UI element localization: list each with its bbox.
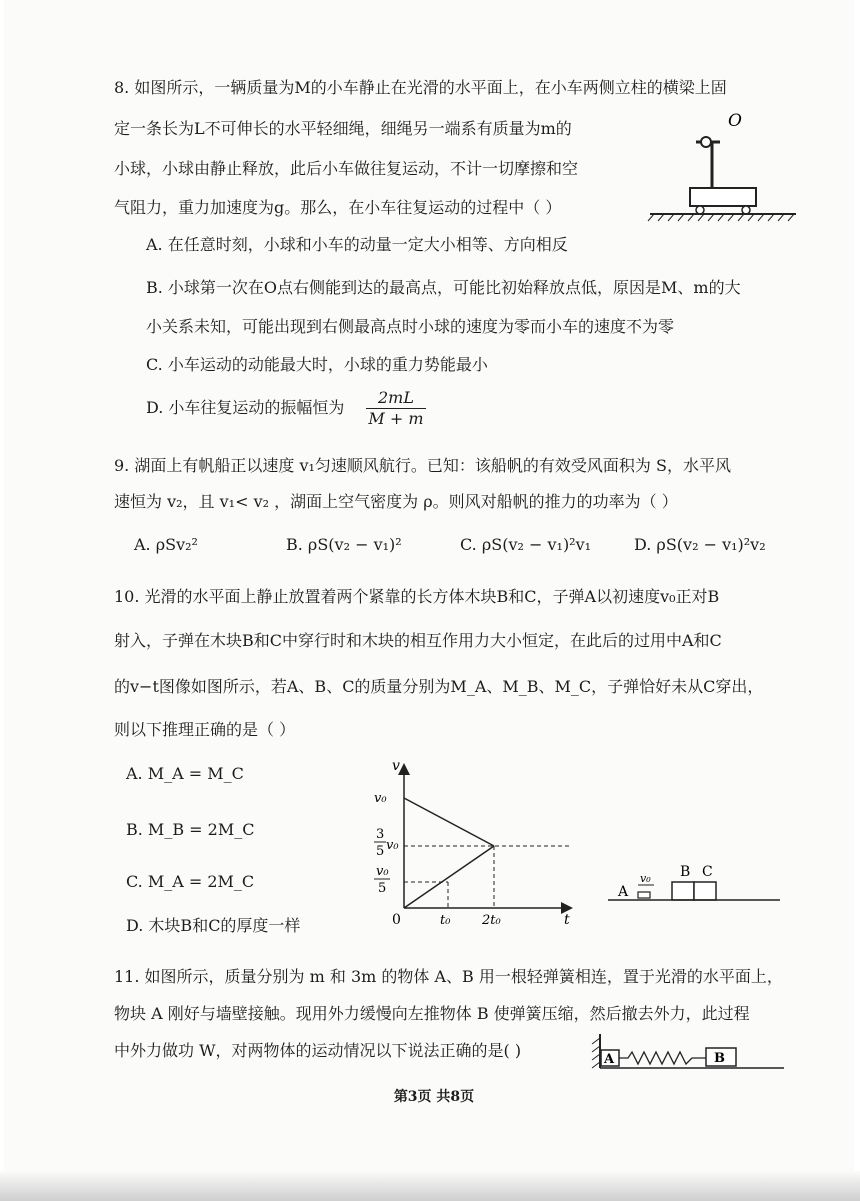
q10-line-4: 则以下推理正确的是（ ）	[114, 720, 296, 739]
q9-line-2: 速恒为 v₂，且 v₁< v₂ ，湖面上空气密度为 ρ。则风对船帆的推力的功率为（ ）	[114, 492, 678, 511]
q10-line-2: 射入，子弹在木块B和C中穿行时和木块的相互作用力大小恒定，在此后的过用中A和C	[114, 631, 722, 650]
graph-label-five-a: 5	[376, 844, 385, 859]
q11-line-3: 中外力做功 W，对两物体的运动情况以下说法正确的是( )	[114, 1041, 522, 1060]
graph-label-three-fifths-v0: v₀	[386, 838, 399, 853]
graph-label-2t0: 2t₀	[482, 913, 501, 928]
bullet-v0-label: v₀	[640, 872, 651, 885]
q8-fraction-numerator: 2mL	[378, 388, 414, 407]
spring-block-b-label: B	[714, 1051, 725, 1066]
q8-point-o-label: O	[728, 111, 742, 131]
q11-line-1: 11. 如图所示，质量分别为 m 和 3m 的物体 A、B 用一根轻弹簧相连，置于光滑的水平面上，	[114, 967, 783, 986]
q11-spring-figure	[588, 1030, 788, 1074]
q8-option-d: D. 小车往复运动的振幅恒为	[146, 398, 345, 417]
q10-vt-graph	[364, 758, 584, 930]
q8-line-2: 定一条长为L不可伸长的水平轻细绳，细绳另一端系有质量为m的	[114, 119, 572, 138]
q8-option-b-line-2: 小关系未知，可能出现到右侧最高点时小球的速度为零而小车的速度不为零	[146, 317, 675, 336]
q8-line-3: 小球，小球由静止释放，此后小车做往复运动，不计一切摩擦和空	[114, 159, 579, 178]
q8-option-c: C. 小车运动的动能最大时，小球的重力势能最小	[146, 355, 488, 374]
q8-option-a: A. 在任意时刻，小球和小车的动量一定大小相等、方向相反	[146, 235, 568, 254]
q10-line-1: 10. 光滑的水平面上静止放置着两个紧靠的长方体木块B和C，子弹A以初速度v₀正对B	[114, 587, 720, 606]
q10-option-b: B. M_B = 2M_C	[126, 820, 255, 839]
q11-line-2: 物块 A 刚好与墙壁接触。现用外力缓慢向左推物体 B 使弹簧压缩，然后撤去外力，此过程	[114, 1004, 750, 1023]
q10-option-c: C. M_A = 2M_C	[126, 872, 255, 891]
q8-amplitude-fraction	[366, 388, 426, 429]
graph-label-t0: t₀	[440, 913, 451, 928]
graph-label-fifth-num: v₀	[376, 864, 389, 879]
bullet-a-label: A	[618, 884, 629, 900]
spring-block-a-label: A	[604, 1052, 615, 1067]
page-number: 第3页 共8页	[393, 1089, 475, 1105]
exam-page	[4, 0, 854, 1201]
q8-line-4: 气阻力，重力加速度为g。那么，在小车往复运动的过程中（ ）	[114, 198, 562, 217]
q9-option-a: A. ρSv₂²	[134, 535, 198, 554]
scan-edge-shadow	[0, 1171, 860, 1201]
q8-line-1: 8. 如图所示，一辆质量为M的小车静止在光滑的水平面上，在小车两侧立柱的横梁上固	[114, 78, 727, 97]
q9-option-c: C. ρS(v₂ − v₁)²v₁	[460, 535, 592, 554]
graph-label-three: 3	[376, 827, 385, 842]
q8-fraction-denominator: M + m	[366, 408, 426, 429]
q10-blocks-figure	[604, 856, 784, 916]
graph-t-axis-label: t	[564, 912, 570, 928]
graph-v-axis-label: v	[392, 758, 400, 774]
graph-label-v0: v₀	[374, 791, 387, 806]
q10-line-3: 的v−t图像如图所示，若A、B、C的质量分别为M_A、M_B、M_C，子弹恰好未从C穿出，	[114, 677, 764, 696]
q8-cart-figure	[642, 104, 802, 224]
q9-option-b: B. ρS(v₂ − v₁)²	[286, 535, 402, 554]
graph-label-five-b: 5	[378, 881, 387, 896]
q9-line-1: 9. 湖面上有帆船正以速度 v₁匀速顺风航行。已知：该船帆的有效受风面积为 S，水平风	[114, 456, 731, 475]
block-c-label: C	[702, 864, 713, 880]
q10-option-d: D. 木块B和C的厚度一样	[126, 916, 301, 935]
q8-option-b-line-1: B. 小球第一次在O点右侧能到达的最高点，可能比初始释放点低，原因是M、m的大	[146, 278, 741, 297]
block-b-label: B	[680, 864, 691, 880]
q9-option-d: D. ρS(v₂ − v₁)²v₂	[634, 535, 766, 554]
graph-origin-label: 0	[392, 912, 401, 928]
q10-option-a: A. M_A = M_C	[126, 764, 244, 783]
